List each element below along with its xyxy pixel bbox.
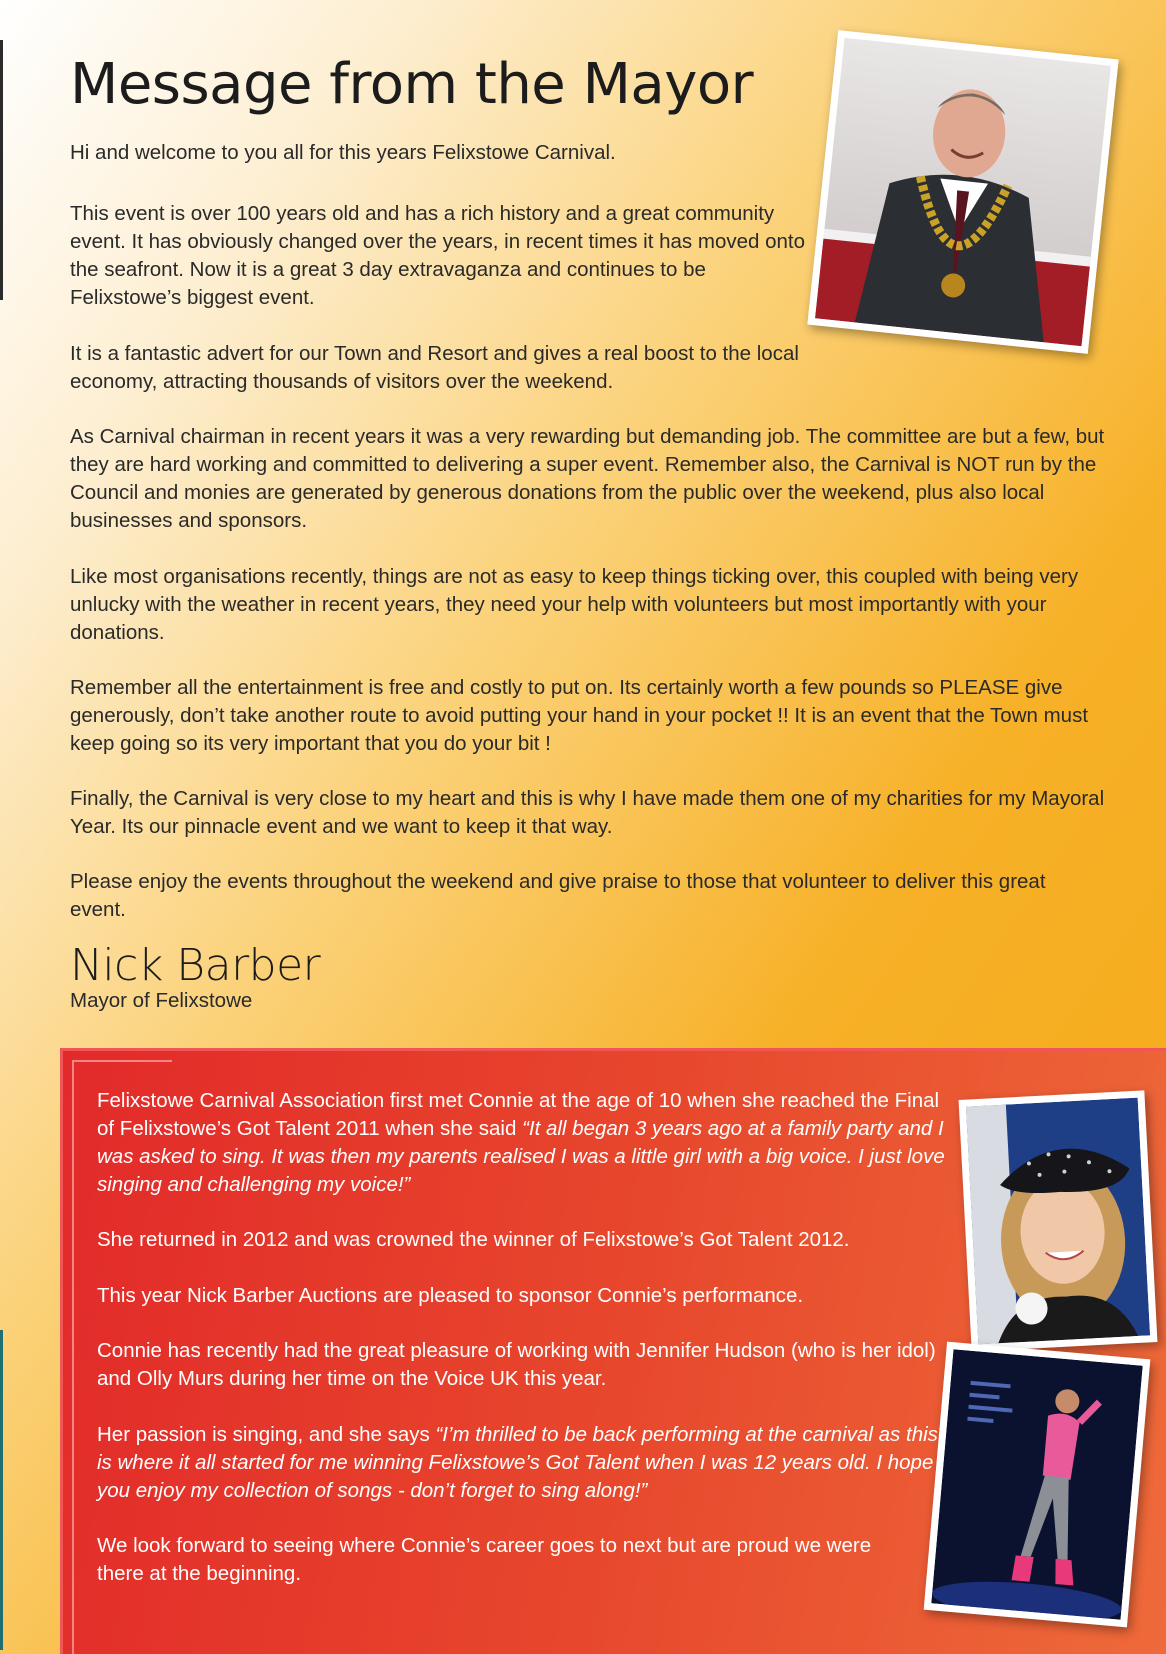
connie-p5-text: Her passion is singing, and she says [97, 1423, 436, 1446]
mayor-photo [807, 30, 1118, 354]
mayor-paragraph-8: Please enjoy the events throughout the weekend and give praise to those that volunteer to deliver this great event. [70, 870, 1046, 921]
connie-paragraph-4: Connie has recently had the great pleasure of working with Jennifer Hudson (who is her idol) and Olly Murs during her time on the Voice UK this year. [97, 1339, 936, 1390]
connie-portrait-photo [959, 1090, 1158, 1351]
mayor-paragraph-4: As Carnival chairman in recent years it was a very rewarding but demanding job. The committee are but a few, but they are hard working and committed to delivering a super event. Remember also, the Carnival is NOT run by the Council and monies are generated by generous donations from the public over the weekend, plus also local businesses and sponsors. [70, 425, 1105, 532]
mayor-paragraph-7: Finally, the Carnival is very close to my heart and this is why I have made them one of my charities for my Mayoral Year. Its our pinnacle event and we want to keep it that way. [70, 787, 1105, 838]
connie-p1-text: Felixstowe Carnival Association first met Connie at the age of 10 when she reached the Final of Felixstowe’s Got Talent 2011 when she said [97, 1089, 940, 1140]
mayor-paragraph-6: Remember all the entertainment is free and costly to put on. Its certainly worth a few pounds so PLEASE give generously, don’t take another route to avoid putting your hand in your pocket !! It is an event that the Town must keep going so its very important that you do your bit ! [70, 676, 1089, 755]
connie-paragraph-6: We look forward to seeing where Connie’s career goes to next but are proud we were there at the beginning. [97, 1534, 872, 1585]
connie-paragraph-5 [97, 1421, 942, 1505]
left-edge-strip-bottom [0, 1330, 3, 1650]
section-divider-line [72, 1060, 74, 1654]
connie-performing-photo [924, 1342, 1151, 1628]
mayor-signature: Nick Barber [70, 940, 321, 991]
mayor-paragraph-5: Like most organisations recently, things are not as easy to keep things ticking over, this coupled with being very unlucky with the weather in recent years, they need your help with volunteers but most importantly with your donations. [70, 565, 1079, 644]
connie-p1-quote: “It all began 3 years ago at a family party and I was asked to sing. It was then my parents realised I was a little girl with a big voice. I just love singing and challenging my voice!” [97, 1117, 945, 1196]
mayor-paragraph-1: Hi and welcome to you all for this years Felixstowe Carnival. [70, 141, 616, 164]
connie-paragraph-3: This year Nick Barber Auctions are pleased to sponsor Connie’s performance. [97, 1284, 804, 1307]
section-divider-top [72, 1060, 172, 1062]
connie-p5-quote: “I’m thrilled to be back performing at the carnival as this is where it all started for me winning Felixstowe’s Got Talent when I was 12 years old. I hope you enjoy my collection of songs - don’t forget to sing along!” [97, 1423, 938, 1502]
page-title: Message from the Mayor [70, 52, 754, 117]
mayor-paragraph-2: This event is over 100 years old and has a rich history and a great community event. It has obviously changed over the years, in recent times it has moved onto the seafront. Now it is a great 3 day extravaganza and continues to be Felixstowe’s biggest event. [70, 202, 805, 309]
left-edge-strip [0, 40, 3, 300]
mayor-role: Mayor of Felixstowe [70, 989, 253, 1012]
connie-paragraph-2: She returned in 2012 and was crowned the winner of Felixstowe’s Got Talent 2012. [97, 1228, 850, 1251]
mayor-paragraph-3: It is a fantastic advert for our Town and Resort and gives a real boost to the local economy, attracting thousands of visitors over the weekend. [70, 342, 799, 393]
connie-paragraph-1 [97, 1087, 947, 1199]
